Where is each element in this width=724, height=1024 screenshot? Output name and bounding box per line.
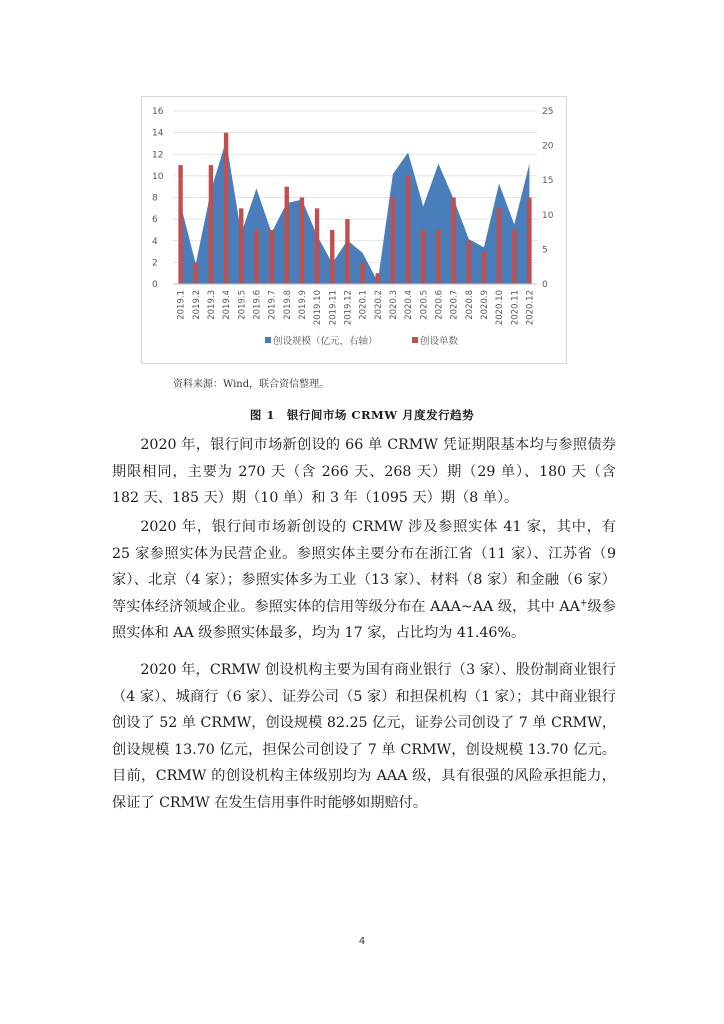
paragraph-term-structure: 2020 年，银行间市场新创设的 66 单 CRMW 凭证期限基本均与参照债券期限相同，主要为 270 天（含 266 天、268 天）期（29 单）、180 天（含 182 天、185 天）期（10 单）和 3 年（1095 天）期（8 单）。 [112, 437, 616, 506]
paragraph-creating-institutions: 2020 年，CRMW 创设机构主要为国有商业银行（3 家）、股份制商业银行（4 家）、城商行（6 家）、证券公司（5 家）和担保机构（1 家）；其中商业银行创设了 52 单 CRMW，创设规模 82.25 亿元，证券公司创设了 7 单 CRMW，创设规模 13.70 亿元，担保公司创设了 7 单 CRMW，创设规模 13.70 亿元。目前，CRMW 的创设机构主体级别均为 AAA 级，具有很强的风险承担能力，保证了 CRMW 在发生信用事件时能够如期赔付。 [112, 662, 616, 811]
bar-count [436, 230, 440, 284]
right-axis-tick-label: 20 [542, 141, 554, 152]
figure-caption: 图 1 银行间市场 CRMW 月度发行趋势 [249, 408, 475, 422]
bar-count [527, 198, 531, 285]
x-axis-tick-label: 2019.10 [313, 290, 324, 326]
chart-frame [141, 96, 567, 364]
legend-label-count: 创设单数 [420, 336, 459, 347]
x-axis-tick-label: 2020.1 [358, 290, 369, 320]
right-axis-tick-label: 25 [542, 107, 554, 117]
paragraph-reference-entities-part2: 级参照实体和 AA 级参照实体最多，均为 17 家，占比均为 41.46%。 [112, 598, 616, 641]
page-number: 4 [358, 936, 366, 947]
x-axis-tick-label: 2019.5 [237, 290, 248, 320]
x-axis-tick-label: 2020.11 [510, 290, 521, 326]
rating-plus-superscript: + [579, 597, 588, 608]
left-axis-tick-label: 14 [152, 128, 164, 139]
bar-count [345, 219, 349, 284]
x-axis-tick-label: 2020.9 [479, 290, 490, 320]
left-axis-tick-label: 16 [152, 107, 164, 117]
x-axis-tick-label: 2019.1 [176, 290, 187, 320]
bar-count [376, 273, 380, 284]
x-axis-tick-label: 2019.12 [343, 290, 354, 326]
bar-count [330, 230, 334, 284]
x-axis-tick-label: 2019.8 [282, 290, 293, 320]
chart-source-note: 资料来源：Wind，联合资信整理。 [173, 379, 330, 390]
bar-count [209, 165, 213, 284]
left-axis-tick-label: 4 [152, 236, 158, 247]
legend-swatch-scale [265, 337, 271, 343]
x-axis-tick-label: 2020.2 [373, 290, 384, 320]
area-series-scale [181, 141, 530, 284]
x-axis-tick-label: 2020.6 [434, 290, 445, 320]
bar-count [406, 176, 410, 284]
right-axis-tick-label: 5 [542, 245, 548, 256]
x-axis-tick-label: 2019.4 [222, 290, 233, 320]
x-axis-tick-label: 2019.3 [206, 290, 217, 320]
x-axis-tick-label: 2020.7 [449, 290, 460, 320]
bar-count [391, 198, 395, 285]
bar-count [467, 241, 471, 284]
x-axis-tick-label: 2019.7 [267, 290, 278, 320]
bar-count [497, 208, 501, 284]
x-axis-tick-label: 2019.2 [191, 290, 202, 320]
right-axis-tick-label: 15 [542, 176, 554, 187]
monthly-issuance-chart [142, 97, 566, 363]
right-axis-tick-label: 0 [542, 280, 548, 290]
x-axis-tick-label: 2019.9 [297, 290, 308, 320]
bar-count [224, 133, 228, 284]
bar-count [451, 198, 455, 285]
x-axis-tick-label: 2020.12 [525, 290, 536, 326]
left-axis-tick-label: 10 [152, 171, 164, 182]
bar-count [194, 262, 198, 284]
left-axis-tick-label: 6 [152, 215, 158, 226]
left-axis-tick-label: 12 [152, 150, 164, 161]
left-axis-tick-label: 2 [152, 258, 158, 269]
bar-count [239, 208, 243, 284]
x-axis-tick-label: 2020.4 [404, 290, 415, 320]
bar-count [360, 262, 364, 284]
legend-swatch-count [412, 337, 418, 343]
x-axis-tick-label: 2020.10 [495, 290, 506, 326]
bar-count [512, 230, 516, 284]
bar-count [421, 230, 425, 284]
left-axis-tick-label: 0 [152, 280, 158, 290]
bar-count [254, 230, 258, 284]
paragraph-reference-entities-part1: 2020 年，银行间市场新创设的 CRMW 涉及参照实体 41 家，其中，有 25 家参照实体为民营企业。参照实体主要分布在浙江省（11 家）、江苏省（9 家）、北京（4 家）；参照实体多为工业（13 家）、材料（8 家）和金融（6 家）等实体经济领域企业。参照实体的信用等级分布在 AAA~AA 级，其中 AA [112, 519, 616, 615]
bar-count [178, 165, 182, 284]
bar-count [482, 252, 486, 284]
x-axis-tick-label: 2020.5 [419, 290, 430, 320]
legend-label-scale: 创设规模（亿元，右轴） [273, 336, 378, 347]
left-axis-tick-label: 8 [152, 193, 158, 204]
bar-count [300, 198, 304, 285]
bar-count [269, 230, 273, 284]
x-axis-tick-label: 2019.6 [252, 290, 263, 320]
bar-count [285, 187, 289, 284]
paragraph-reference-entities [112, 514, 616, 647]
x-axis-tick-label: 2019.11 [328, 290, 339, 326]
x-axis-tick-label: 2020.8 [464, 290, 475, 320]
bar-count [315, 208, 319, 284]
x-axis-tick-label: 2020.3 [388, 290, 399, 320]
right-axis-tick-label: 10 [542, 210, 554, 221]
